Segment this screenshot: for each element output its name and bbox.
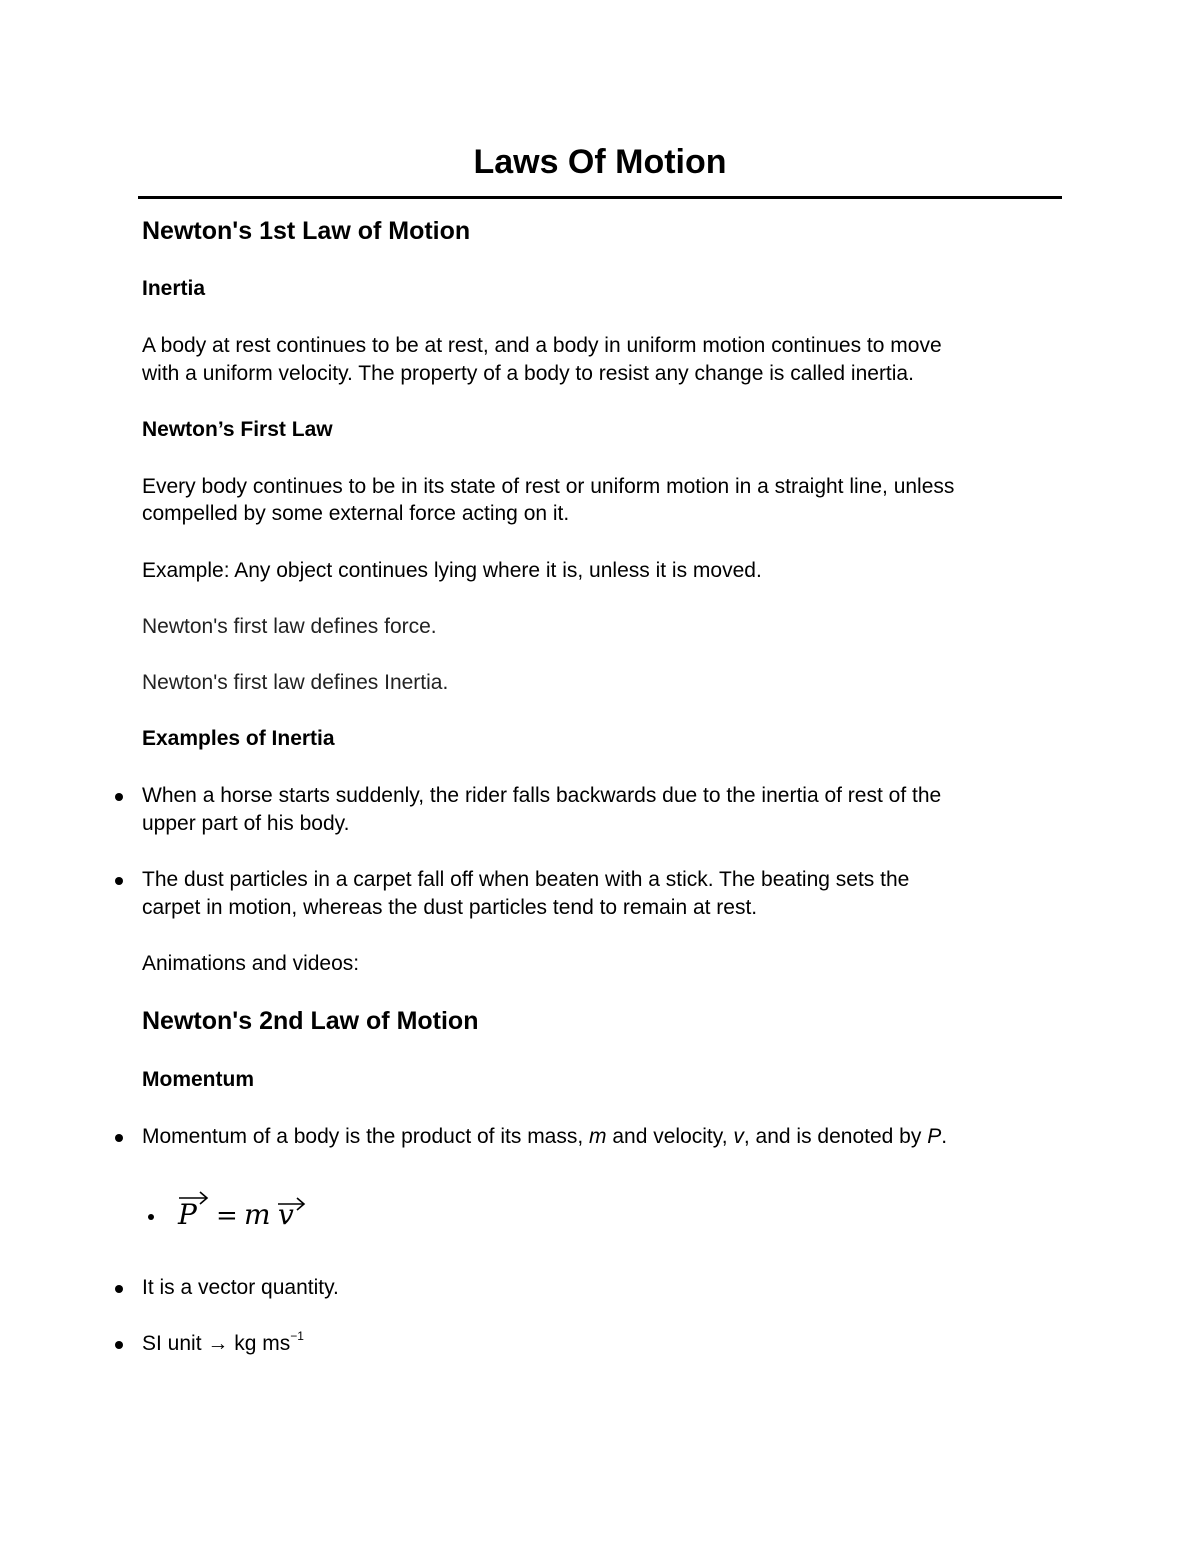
subheading-first-law: Newton’s First Law bbox=[142, 418, 333, 441]
vector-quantity-text: It is a vector quantity. bbox=[142, 1276, 339, 1299]
subheading-momentum: Momentum bbox=[142, 1068, 254, 1091]
subheading-examples-of-inertia: Examples of Inertia bbox=[142, 727, 335, 750]
bullet-icon bbox=[115, 1341, 123, 1349]
section-heading-second-law: Newton's 2nd Law of Motion bbox=[142, 1007, 479, 1035]
bullet-icon bbox=[115, 1285, 123, 1293]
title-divider bbox=[138, 196, 1062, 199]
defines-force-text: Newton's first law defines force. bbox=[142, 615, 437, 638]
formula-m: m bbox=[244, 1198, 271, 1231]
inertia-example-2-line-1: The dust particles in a carpet fall off when beaten with a stick. The beating sets the bbox=[142, 868, 910, 891]
formula-equals: = bbox=[216, 1201, 238, 1231]
document-title: Laws Of Motion bbox=[473, 143, 727, 181]
formula-p: P bbox=[178, 1198, 197, 1231]
inertia-paragraph-line-1: A body at rest continues to be at rest, and a body in uniform motion continues to move bbox=[142, 334, 942, 357]
first-law-line-2: compelled by some external force acting on it. bbox=[142, 502, 570, 525]
formula-v: v bbox=[278, 1198, 294, 1231]
bullet-icon bbox=[148, 1214, 154, 1220]
momentum-formula bbox=[176, 1186, 316, 1236]
example-text: Example: Any object continues lying where it is, unless it is moved. bbox=[142, 559, 762, 582]
inertia-example-1-line-1: When a horse starts suddenly, the rider falls backwards due to the inertia of rest of the bbox=[142, 784, 942, 807]
section-heading-first-law: Newton's 1st Law of Motion bbox=[142, 217, 471, 245]
inertia-example-1-line-2: upper part of his body. bbox=[142, 812, 350, 835]
first-law-line-1: Every body continues to be in its state of rest or uniform motion in a straight line, unless bbox=[142, 475, 955, 498]
subheading-inertia: Inertia bbox=[142, 277, 206, 300]
inertia-paragraph-line-2: with a uniform velocity. The property of a body to resist any change is called inertia. bbox=[142, 362, 914, 385]
animations-text: Animations and videos: bbox=[142, 952, 360, 975]
bullet-icon bbox=[115, 1134, 123, 1142]
si-unit-text: SI unit → kg $ms^{-1}$ bbox=[142, 1329, 304, 1355]
defines-inertia-text: Newton's first law defines Inertia. bbox=[142, 671, 449, 694]
bullet-icon bbox=[115, 793, 123, 801]
momentum-definition: Momentum of a body is the product of its mass, m and velocity, v, and is denoted by P. bbox=[142, 1125, 948, 1148]
bullet-icon bbox=[115, 877, 123, 885]
inertia-example-2-line-2: carpet in motion, whereas the dust particles tend to remain at rest. bbox=[142, 896, 758, 919]
